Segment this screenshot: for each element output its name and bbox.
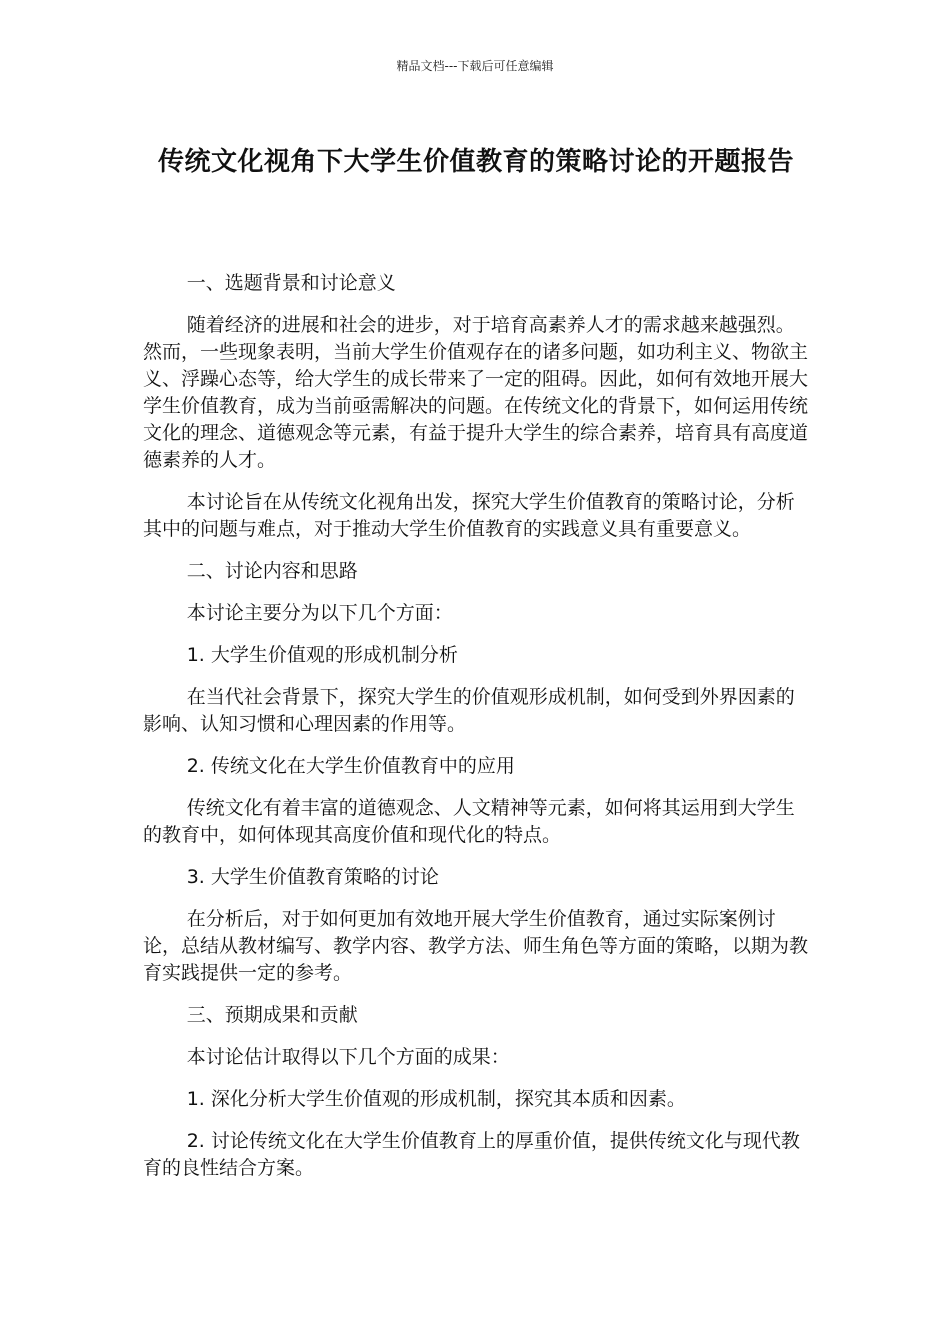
list-item-heading-3: 3. 大学生价值教育策略的讨论: [186, 866, 439, 888]
list-item-heading-1: 1. 大学生价值观的形成机制分析: [186, 644, 458, 666]
section-heading-outcomes: 三、预期成果和贡献: [186, 1004, 358, 1026]
paragraph-item-3: 在分析后，对于如何更加有效地开展大学生价值教育，通过实际案例讨论，总结从教材编写、教学内容、教学方法、师生角色等方面的策略，以期为教育实践提供一定的参考。: [143, 908, 809, 984]
paragraph-outcomes-intro: 本讨论估计取得以下几个方面的成果：: [186, 1046, 510, 1068]
outcome-item-2: 2. 讨论传统文化在大学生价值教育上的厚重价值，提供传统文化与现代教育的良性结合方案。: [143, 1130, 800, 1179]
paragraph-item-1: 在当代社会背景下，探究大学生的价值观形成机制，如何受到外界因素的影响、认知习惯和心理因素的作用等。: [143, 686, 795, 735]
document-body: [143, 270, 808, 1197]
document-title: 传统文化视角下大学生价值教育的策略讨论的开题报告: [157, 147, 794, 177]
paragraph-purpose: 本讨论旨在从传统文化视角出发，探究大学生价值教育的策略讨论，分析其中的问题与难点，对于推动大学生价值教育的实践意义具有重要意义。: [143, 491, 795, 540]
section-heading-background: 一、选题背景和讨论意义: [186, 272, 396, 294]
paragraph-content-intro: 本讨论主要分为以下几个方面：: [186, 602, 453, 624]
paragraph-background: 随着经济的进展和社会的进步，对于培育高素养人才的需求越来越强烈。然而，一些现象表明，当前大学生价值观存在的诸多问题，如功利主义、物欲主义、浮躁心态等，给大学生的成长带来了一定的阻碍。因此，如何有效地开展大学生价值教育，成为当前亟需解决的问题。在传统文化的背景下，如何运用传统文化的理念、道德观念等元素，有益于提升大学生的综合素养，培育具有高度道德素养的人才。: [143, 314, 809, 471]
outcome-item-1: 1. 深化分析大学生价值观的形成机制，探究其本质和因素。: [186, 1088, 686, 1110]
header-note: 精品文档---下载后可任意编辑: [396, 59, 554, 73]
paragraph-item-2: 传统文化有着丰富的道德观念、人文精神等元素，如何将其运用到大学生的教育中，如何体现其高度价值和现代化的特点。: [143, 797, 795, 846]
list-item-heading-2: 2. 传统文化在大学生价值教育中的应用: [186, 755, 515, 777]
section-heading-content: 二、讨论内容和思路: [186, 560, 358, 582]
